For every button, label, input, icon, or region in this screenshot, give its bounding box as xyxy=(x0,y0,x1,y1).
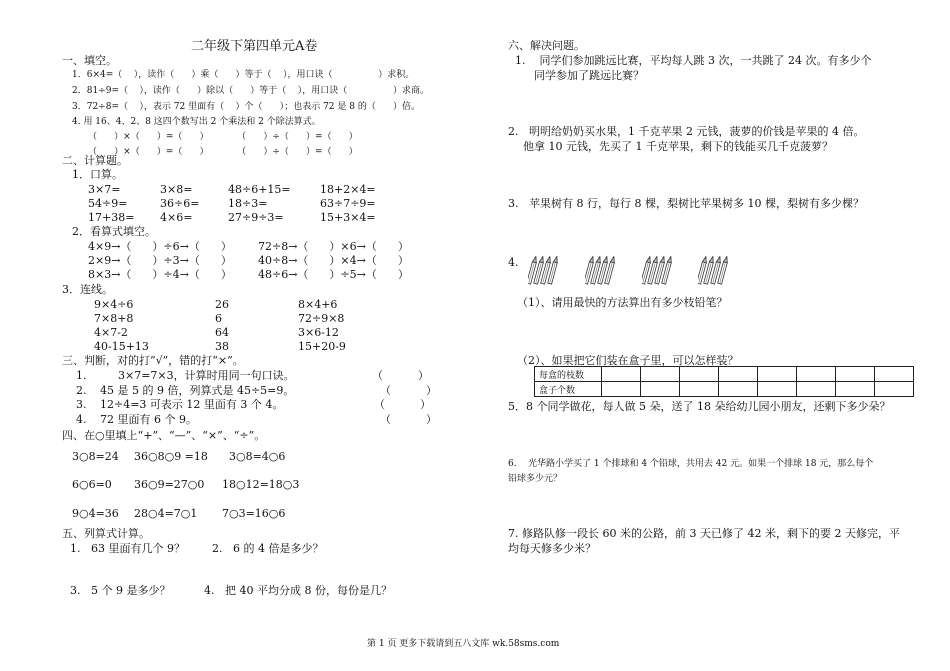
table-cell xyxy=(719,382,758,397)
judge-statement: 3×7=7×3，计算时用同一句口诀。 xyxy=(118,369,295,382)
table-cell xyxy=(680,382,719,397)
match-item: 6 xyxy=(215,312,222,325)
question-text: 1．6×4=（ ），读作（ ）乘（ ）等于（ ），用口诀（ ）求积。 xyxy=(72,70,415,80)
chain-item: 72÷8→（ ）×6→（ ） xyxy=(258,240,409,253)
oral-item: 48÷6+15= xyxy=(228,183,291,196)
operator-item: 36○9=27○0 xyxy=(134,478,205,491)
section-heading: 三、判断，对的打“√”，错的打“×”。 xyxy=(62,354,244,367)
problem-text: （2）、如果把它们装在盒子里，可以怎样装？ xyxy=(517,354,739,367)
judge-answer-blank: （ ） xyxy=(374,398,431,411)
problem-text: 5．8 个同学做花，每人做 5 朵，送了 18 朵给幼儿园小朋友，还剩下多少朵？ xyxy=(508,400,891,413)
operator-item: 28○4=7○1 xyxy=(134,507,198,520)
problem-text: 均每天修多少米？ xyxy=(508,542,596,555)
pencil-group-3 xyxy=(642,256,674,286)
table-cell xyxy=(797,382,836,397)
table-cell xyxy=(602,367,641,382)
match-item: 8×4+6 xyxy=(298,298,338,311)
match-item: 26 xyxy=(215,298,229,311)
section-heading: 二、计算题。 xyxy=(62,154,128,167)
answer-blanks-row: （ ）×（ ）=（ ） （ ）÷（ ）=（ ） xyxy=(88,147,358,157)
section-heading: 一、填空。 xyxy=(62,54,117,67)
operator-item: 7○3=16○6 xyxy=(222,507,286,520)
chain-item: 8×3→（ ）÷4→（ ） xyxy=(88,268,232,281)
judge-statement: 45 是 5 的 9 倍，列算式是 45÷5=9。 xyxy=(100,384,295,397)
chain-item: 48÷6→（ ）÷5→（ ） xyxy=(258,268,409,281)
question-text: 3. 5 个 9 是多少？ xyxy=(70,584,171,597)
section-heading: 五、列算式计算。 xyxy=(62,527,150,540)
chain-item: 4×9→（ ）÷6→（ ） xyxy=(88,240,232,253)
match-item: 3×6-12 xyxy=(298,326,339,339)
table-cell xyxy=(719,367,758,382)
match-item: 40-15+13 xyxy=(94,340,149,353)
problem-text: 铅球多少元？ xyxy=(508,474,563,484)
operator-item: 36○8○9 =18 xyxy=(134,450,208,463)
subsection-heading: 2．看算式填空。 xyxy=(72,225,156,238)
table-cell xyxy=(875,382,914,397)
oral-item: 17+38= xyxy=(88,211,135,224)
table-cell xyxy=(602,382,641,397)
oral-item: 18÷3= xyxy=(228,197,268,210)
judge-number: 1. xyxy=(76,369,87,382)
question-text: 4. 用 16、4、2、8 这四个数写出 2 个乘法和 2 个除法算式。 xyxy=(72,117,321,127)
packing-table xyxy=(534,366,914,397)
match-item: 15+20-9 xyxy=(298,340,346,353)
section-heading: 3．连线。 xyxy=(62,283,113,296)
oral-item: 3×8= xyxy=(160,183,193,196)
judge-number: 3. xyxy=(76,398,87,411)
oral-item: 15+3×4= xyxy=(320,211,376,224)
table-row xyxy=(535,367,914,382)
operator-item: 6○6=0 xyxy=(72,478,112,491)
match-item: 7×8+8 xyxy=(94,312,134,325)
chain-item: 2×9→（ ）÷3→（ ） xyxy=(88,254,232,267)
match-item: 4×7-2 xyxy=(94,326,128,339)
problem-text: 3. 苹果树有 8 行，每行 8 棵，梨树比苹果树多 10 棵，梨树有多少棵？ xyxy=(508,197,864,210)
table-cell xyxy=(797,367,836,382)
table-cell xyxy=(641,382,680,397)
section-heading: 四、在○里填上“+”、“—”、“×”、“÷”。 xyxy=(62,429,266,442)
problem-number: 4. xyxy=(508,256,519,269)
oral-item: 4×6= xyxy=(160,211,193,224)
question-text: 3．72÷8=（ ），表示 72 里面有（ ）个（ ）；也表示 72 是 8 的（ ）倍。 xyxy=(72,102,420,112)
operator-item: 3○8=4○6 xyxy=(229,450,286,463)
oral-item: 18+2×4= xyxy=(320,183,376,196)
problem-text: 同学参加了跳远比赛？ xyxy=(534,69,644,82)
judge-statement: 12÷4=3 可表示 12 里面有 3 个 4。 xyxy=(100,398,284,411)
table-header-cell: 每盒的枝数 xyxy=(535,367,602,382)
judge-number: 4. xyxy=(76,413,87,426)
section-heading: 六、解决问题。 xyxy=(508,39,585,52)
problem-text: 1. 同学们参加跳远比赛，平均每人跳 3 次，一共跳了 24 次。有多少个 xyxy=(515,54,872,67)
judge-number: 2. xyxy=(76,384,87,397)
judge-answer-blank: （ ） xyxy=(380,413,437,426)
problem-text: 他拿 10 元钱，先买了 1 千克苹果，剩下的钱能买几千克菠萝？ xyxy=(523,140,833,153)
oral-item: 54÷9= xyxy=(88,197,128,210)
pencil-group-2 xyxy=(585,256,617,286)
answer-blanks-row: （ ）×（ ）=（ ） （ ）÷（ ）=（ ） xyxy=(88,132,358,142)
table-header-cell: 盒子个数 xyxy=(535,382,602,397)
operator-item: 9○4=36 xyxy=(72,507,119,520)
question-text: 1. 63 里面有几个 9？ xyxy=(70,542,185,555)
oral-item: 36÷6= xyxy=(160,197,200,210)
table-cell xyxy=(875,367,914,382)
table-row xyxy=(535,382,914,397)
match-item: 9×4÷6 xyxy=(94,298,134,311)
chain-item: 40÷8→（ ）×4→（ ） xyxy=(258,254,409,267)
operator-item: 3○8=24 xyxy=(72,450,119,463)
table-cell xyxy=(836,382,875,397)
page-title: 二年级下第四单元A卷 xyxy=(191,39,318,54)
match-item: 72÷9×8 xyxy=(298,312,345,325)
problem-text: 6. 光华路小学买了 1 个排球和 4 个铅球，共用去 42 元。如果一个排球 18 元，那么每个 xyxy=(508,459,874,469)
table-cell xyxy=(758,367,797,382)
match-item: 38 xyxy=(215,340,229,353)
pencil-group-4 xyxy=(698,256,730,286)
table-cell xyxy=(836,367,875,382)
question-text: 2. 6 的 4 倍是多少？ xyxy=(212,542,324,555)
oral-item: 27÷9÷3= xyxy=(228,211,284,224)
match-item: 64 xyxy=(215,326,229,339)
question-text: 4. 把 40 平均分成 8 份，每份是几？ xyxy=(204,584,392,597)
oral-item: 63÷7÷9= xyxy=(320,197,376,210)
table-cell xyxy=(680,367,719,382)
table-cell xyxy=(758,382,797,397)
page-footer: 第 1 页 更多下载请到五八文库 wk.58sms.com xyxy=(367,639,560,649)
oral-item: 3×7= xyxy=(88,183,121,196)
problem-text: （1）、请用最快的方法算出有多少枝铅笔？ xyxy=(517,296,728,309)
table-cell xyxy=(641,367,680,382)
subsection-heading: 1．口算。 xyxy=(72,168,123,181)
question-text: 2．81÷9=（ ），读作（ ）除以（ ）等于（ ），用口诀（ ）求商。 xyxy=(72,86,429,96)
judge-answer-blank: （ ） xyxy=(380,384,437,397)
problem-text: 2. 明明给奶奶买水果，1 千克苹果 2 元钱，菠萝的价钱是苹果的 4 倍。 xyxy=(508,125,865,138)
problem-text: 7. 修路队修一段长 60 米的公路，前 3 天已修了 42 米，剩下的要 2 天修完，平 xyxy=(508,527,900,540)
judge-answer-blank: （ ） xyxy=(372,369,429,382)
operator-item: 18○12=18○3 xyxy=(222,478,300,491)
judge-statement: 72 里面有 6 个 9。 xyxy=(100,413,197,426)
pencil-group-1 xyxy=(528,256,560,286)
